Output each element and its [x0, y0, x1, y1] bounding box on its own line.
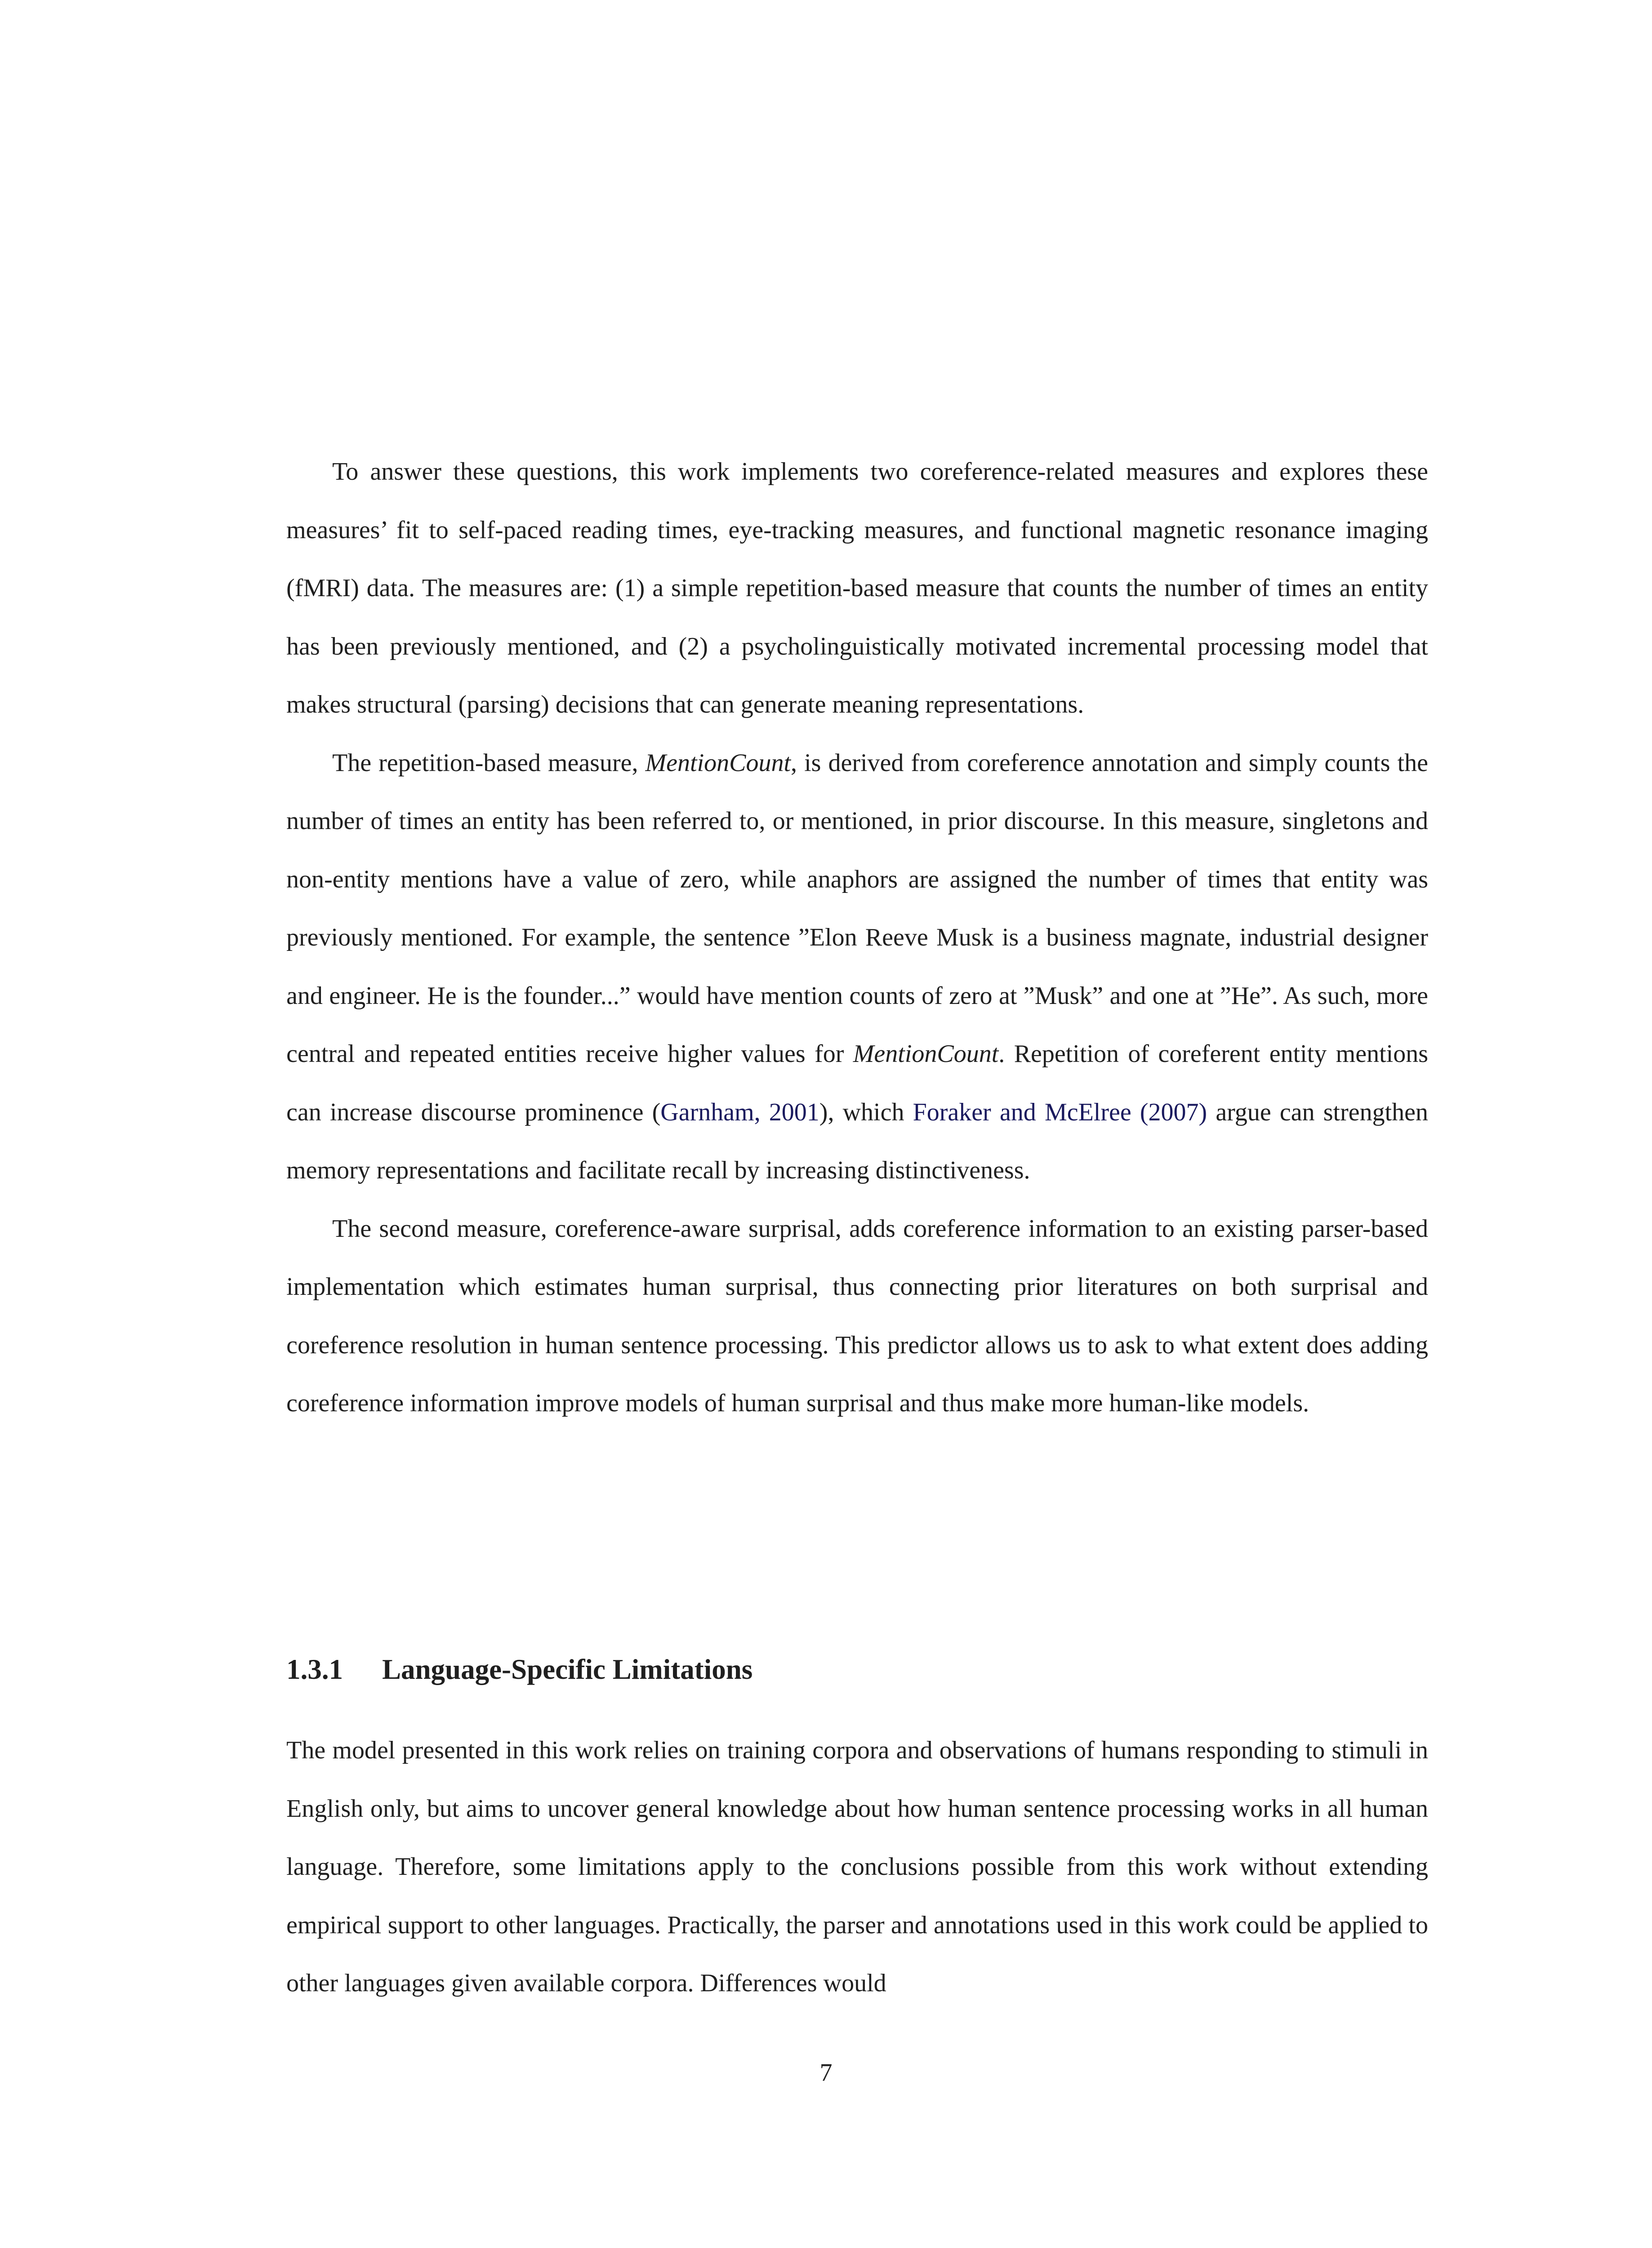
- text-span: , is derived from coreference annotation and simply counts the number of times an entity has been referred to, or mentioned, in prior discourse. In this measure, singletons and non-entity mentions have a value of zero, while anaphors are assigned the number of times that entity was previously mentioned. For example, the sentence ”Elon Reeve Musk is a business magnate, industrial designer and engineer. He is the founder...” would have mention counts of zero at ”Musk” and one at ”He”. As such, more central and repeated entities receive higher values for: [286, 749, 1428, 1068]
- section-heading: [286, 1649, 1428, 1690]
- text-span: . Repetition of coreferent entity mentions can increase discourse prominence (: [286, 1040, 1428, 1126]
- section-number: 1.3.1: [286, 1654, 343, 1685]
- page-number: 7: [819, 2059, 833, 2087]
- paragraph-mentioncount: [286, 734, 1428, 1200]
- term-mentioncount: MentionCount: [645, 749, 791, 777]
- section-title: Language-Specific Limitations: [382, 1654, 753, 1685]
- text-span: The repetition-based measure,: [332, 749, 646, 777]
- paragraph-language-limitations: The model presented in this work relies on training corpora and observations of humans responding to stimuli in English only, but aims to uncover general knowledge about how human sentence processing works in all human language. Therefore, some limitations apply to the conclusions possible from this work without extending empirical support to other languages. Practically, the parser and annotations used in this work could be applied to other languages given available corpora. Differences would: [286, 1736, 1428, 1997]
- text-span: argue can strengthen memory representations and facilitate recall by increasing distinctiveness.: [286, 1098, 1428, 1184]
- paragraph-measures-overview: To answer these questions, this work implements two coreference-related measures and explores these measures’ fit to self-paced reading times, eye-tracking measures, and functional magnetic resonance imaging (fMRI) data. The measures are: (1) a simple repetition-based measure that counts the number of times an entity has been previously mentioned, and (2) a psycholinguistically motivated incremental processing model that makes structural (parsing) decisions that can generate meaning representations.: [286, 458, 1428, 718]
- intro-text-block: [286, 443, 1428, 1433]
- section-text-block: [286, 1722, 1428, 2013]
- term-mentioncount: MentionCount: [853, 1040, 999, 1068]
- text-span: ), which: [819, 1098, 913, 1126]
- paragraph-coreference-surprisal: The second measure, coreference-aware surprisal, adds coreference information to an existing parser-based implementation which estimates human surprisal, thus connecting prior literatures on both surprisal and coreference resolution in human sentence processing. This predictor allows us to ask to what extent does adding coreference information improve models of human surprisal and thus make more human-like models.: [286, 1214, 1428, 1417]
- citation-link-foraker-mcelree[interactable]: Foraker and McElree (2007): [913, 1098, 1207, 1126]
- citation-link-garnham[interactable]: Garnham, 2001: [660, 1098, 819, 1126]
